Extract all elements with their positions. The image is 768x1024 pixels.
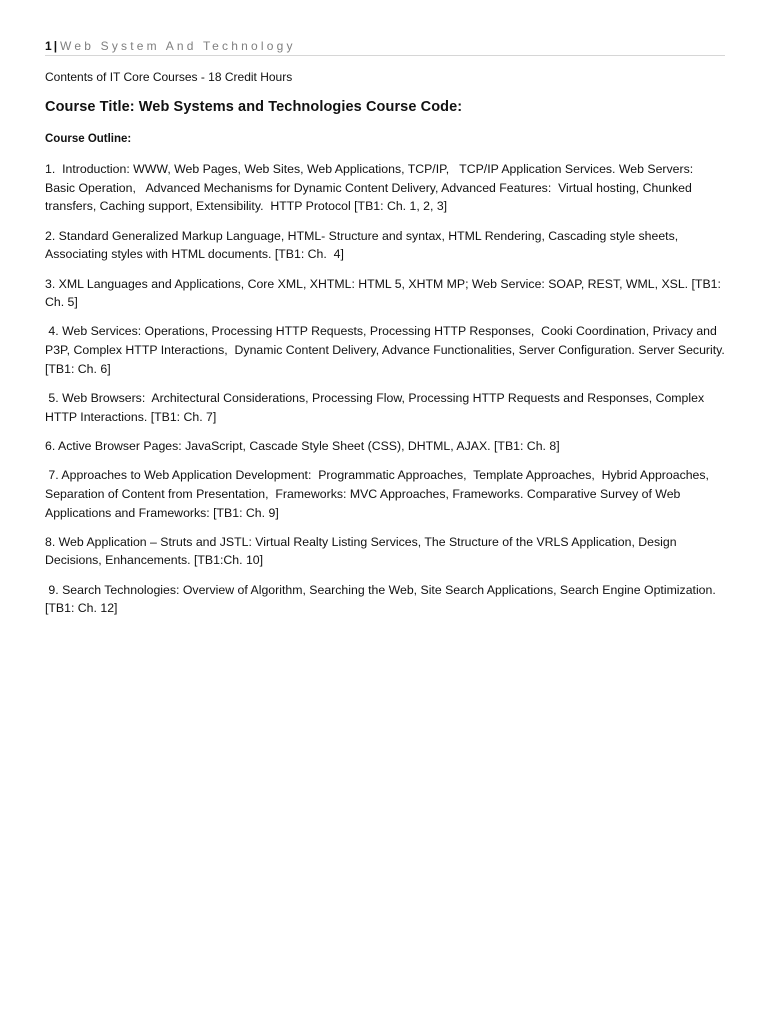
outline-item-6: 6. Active Browser Pages: JavaScript, Cascade Style Sheet (CSS), DHTML, AJAX. [TB1: Ch. 8] xyxy=(45,438,560,453)
page-header xyxy=(45,39,725,56)
course-outline-heading: Course Outline: xyxy=(45,133,132,145)
outline-item-3: 3. XML Languages and Applications, Core XML, XHTML: HTML 5, XHTM MP; Web Service: SOAP, REST, WML, XSL. [TB1: Ch. 5] xyxy=(45,276,725,310)
course-outline-list xyxy=(45,160,729,629)
document-subtitle: Contents of IT Core Courses - 18 Credit Hours xyxy=(45,70,293,84)
header-title: Web System And Technology xyxy=(60,39,296,53)
header-separator: | xyxy=(53,39,58,53)
outline-item-5: 5. Web Browsers: Architectural Considerations, Processing Flow, Processing HTTP Requests and Responses, Complex HTTP Interactions. [TB1: Ch. 7] xyxy=(45,391,708,424)
outline-item-8: 8. Web Application – Struts and JSTL: Virtual Realty Listing Services, The Structure of the VRLS Application, Design Decisions, Enhancements. [TB1:Ch. 10] xyxy=(45,534,680,568)
outline-item-7: 7. Approaches to Web Application Development: Programmatic Approaches, Template Approaches, Hybrid Approaches, Separation of Content from Presentation, Frameworks: MVC Approaches, Frameworks. Comparative Survey of Web Applications and Frameworks: [TB1: Ch. 9] xyxy=(45,468,716,520)
outline-item-1: 1. Introduction: WWW, Web Pages, Web Sites, Web Applications, TCP/IP, TCP/IP Application Services. Web Servers: Basic Operation, Advanced Mechanisms for Dynamic Content Delivery, Advanced Features: Virtual hosting, Chunked transfers, Caching support, Extensibility. HTTP Protocol [TB1: Ch. 1, 2, 3] xyxy=(45,162,700,214)
page-number: 1 xyxy=(45,39,52,53)
course-title: Course Title: Web Systems and Technologies Course Code: xyxy=(45,99,463,115)
outline-item-9: 9. Search Technologies: Overview of Algorithm, Searching the Web, Site Search Applications, Search Engine Optimization. [TB1: Ch. 12] xyxy=(45,582,720,616)
outline-item-2: 2. Standard Generalized Markup Language, HTML- Structure and syntax, HTML Rendering, Cascading style sheets, Associating styles with HTML documents. [TB1: Ch. 4] xyxy=(45,228,681,262)
outline-item-4: 4. Web Services: Operations, Processing HTTP Requests, Processing HTTP Responses, Cooki Coordination, Privacy and P3P, Complex HTTP Interactions, Dynamic Content Delivery, Advance Functionalities, Server Configuration. Server Security. [TB1: Ch. 6] xyxy=(45,324,729,376)
